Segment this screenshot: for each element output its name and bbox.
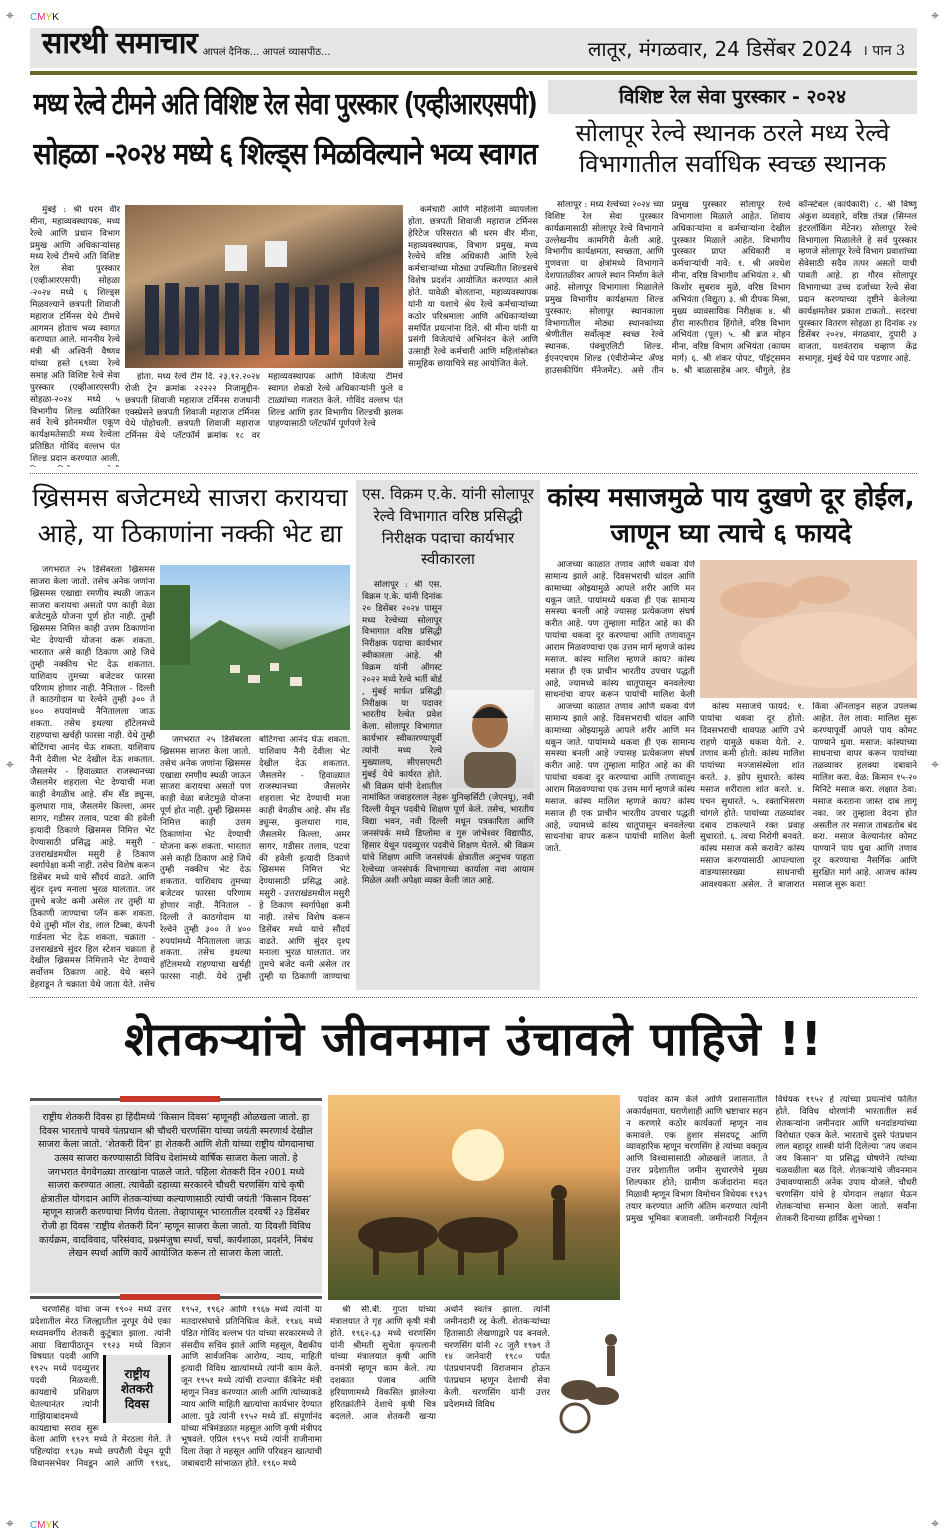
award-team-photo — [125, 205, 403, 368]
masthead — [30, 28, 917, 68]
article2-kicker-box — [548, 80, 917, 114]
registration-mark-icon: ⌖ — [931, 8, 939, 24]
newspaper-title: सारथी समाचार — [42, 26, 197, 61]
cmyk-mark: CMYK — [30, 12, 59, 23]
hill-station-photo — [160, 565, 350, 730]
inset-label: राष्ट्रीय शेतकरी दिवस — [103, 1355, 171, 1423]
article5-body-right: कांस्य मसाजचे फायदे: १. पायांचा थकवा दूर होतो: दिवसभराची धावपळ आणि उभे राहणे यामुळे थकवा येतो. २. तणाव कमी होतो: कांस्य मालिश पायांच्या मज्जासंस्थेला शांत करते. ३. झोप सुधारते: कांस्य मसाज शरीराला शांत करते. ४. पचन सुधारते. ५. रक्ताभिसरण चांगले होते: पायांच्या तळव्यांवर दबाव टाकल्याने रक्त प्रवाह सुधारतो. ६. त्वचा निरोगी बनवते. कांस्य मसाज कसे करावे? कांस्य मसाज करण्यासाठी आपल्याला वाडग्यासारख्या साधनाची आवश्यकता असेल. ते बाजारात किंवा ऑनलाइन सहज उपलब्ध आहेत. तेल लावा: मालिश सुरू करण्यापूर्वी आपले पाय कोमट पाण्याने धुवा. मसाज: कांस्याच्या साधनाचा वापर करून पायांच्या तळव्यावर हलक्या दबावाने मालिश करा. वेळ: किमान १५-२० मिनिटे मसाज करा. लक्षात ठेवा: मसाज करताना जास्त दाब लागू नका. जर तुम्हाला वेदना होत असतील तर मसाज ताबडतोब बंद करा. मसाज केल्यानंतर कोमट पाण्याने पाय धुवा आणि तणाव दूर करण्याचा नैसर्गिक आणि सुरक्षित मार्ग आहे. आजच कांस्य मसाज सुरू करा! — [700, 702, 917, 890]
foot-massage-photo — [700, 560, 917, 698]
headline-line-2: सोहळा -२०२४ मध्ये ६ शिल्ड्स मिळविल्याने भव्य स्वागत — [33, 137, 537, 172]
masthead-rule — [30, 71, 917, 75]
article1-col2: होता. मध्य रेल्वे टीम दि. २३.१२.२०२४ रोजी ट्रेन क्रमांक २२२२२ निजामुद्दीन- छत्रपती शिवाजी महाराज टर्मिनस राजधानी एक्स्प्रेसने छत्रपती शिवाजी महाराज टर्मिनस येथे पोहोचली. छत्रपती शिवाजी महाराज टर्मिनस येथे प्लॅटफॉर्म क्रमांक १८ वर महाव्यवस्थापक आणि विजेत्या टीमचे स्वागत शेकडो रेल्वे अधिकाऱ्यांनी फुले व टाळ्यांच्या गजरात केले. गोविंद वल्लभ पंत शिल्ड आणि इतर विभागीय शिल्डची झलक पाहण्यासाठी प्लॅटफॉर्म पूर्णपणे रेल्वे — [125, 372, 403, 442]
red-accent — [120, 1096, 220, 1102]
registration-mark-icon: ⌖ — [931, 1516, 939, 1532]
tagline: आपलं दैनिक... आपलं व्यासपीठ... — [202, 47, 331, 58]
article4-headline: एस. विक्रम ए.के. यांनी सोलापूर रेल्वे विभागात वरिष्ठ प्रसिद्धी निरीक्षक पदाचा कार्यभार स्वीकारला — [362, 485, 534, 569]
article4-body: सोलापूर : श्री एस. विक्रम ए.के. यांनी दिनांक २० डिसेंबर २०२४ पासून मध्य रेल्वेच्या सोलापूर विभागात वरिष्ठ प्रसिद्धी निरीक्षक पदाचा कार्यभार स्वीकारला आहे. श्री विक्रम यांनी ऑगस्ट २०२२ मध्ये रेल्वे भर्ती बोर्ड , मुंबई मार्फत प्रसिद्धी निरीक्षक या पदावर भारतीय रेल्वेत प्रवेश केला. सोलापूर विभागात कार्यभार स्वीकारण्यापूर्वी त्यांनी मध्य रेल्वे मुख्यालय, सीएसएमटी मुंबई येथे कार्यरत होते. श्री विक्रम यांनी देशातील नामांकित जवाहरलाल नेहरू युनिव्हर्सिटी (जेएनयू), नवी दिल्ली येथून पदवीचे शिक्षण पूर्ण केले. तसेच, भारतीय विद्या भवन, नवी दिल्ली मधून पत्रकारिता आणि जनसंपर्क मध्ये डिप्लोमा व गुरु जांभेश्वर विद्यापीठ, हिसार येथून पदव्युत्तर पदवीचे शिक्षण घेतले. श्री विक्रम यांचे शिक्षण आणि जनसंपर्क क्षेत्रातील अनुभव पाहता रेल्वेच्या जनसंपर्क विभागाच्या कार्याला नवा आयाम मिळेल अशी अपेक्षा व्यक्त केली जात आहे. — [362, 580, 534, 887]
article6-headline: शेतकऱ्यांचे जीवनमान उंचावले पाहिजे !! — [124, 1012, 823, 1066]
registration-mark-icon: ⌖ — [6, 8, 14, 24]
dateline: लातूर, मंगळवार, 24 डिसेंबर 2024 — [587, 37, 853, 61]
registration-mark-icon: ⌖ — [6, 757, 14, 773]
registration-mark-icon: ⌖ — [6, 1516, 14, 1532]
article6-body-left: राष्ट्रीय शेतकरी दिवस चरणसिंह यांचा जन्म १९०२ मध्ये उत्तर प्रदेशातील मेरठ जिल्ह्यातील नूरपूर येथे एका मध्यमवर्गीय शेतकरी कुटुंबात झाला. त्यांनी आग्रा विद्यापीठातून १९२३ मध्ये विज्ञान विषयात पदवी आणि १९२५ मध्ये पदव्युत्तर पदवी मिळवली. कायद्याचे प्रशिक्षण घेतल्यानंतर त्यांनी गाझियाबादमध्ये कायद्याचा सराव सुरू केला आणि १९२९ मध्ये ते मेरठला गेले. ते पहिल्यांदा १९३७ मध्ये छपरौली येथून यूपी विधानसभेवर निवडून आले आणि १९४६, १९५२, १९६२ आणि १९६७ मध्ये त्यांनी या मतदारसंघाचे प्रतिनिधित्व केले. १९४६ मध्ये पंडित गोविंद वल्लभ पंत यांच्या सरकारमध्ये ते संसदीय सचिव झाले आणि महसूल, वैद्यकीय आणि सार्वजनिक आरोग्य, न्याय, माहिती इत्यादी विविध खात्यांमध्ये त्यांनी काम केले. जून १९५१ मध्ये त्यांची राज्यात कॅबिनेट मंत्री म्हणून निवड करण्यात आली आणि त्यांच्याकडे न्याय आणि माहिती खात्यांचा कार्यभार देण्यात आला. पुढे त्यांनी १९५२ मध्ये डॉ. संपूर्णानंद यांच्या मंत्रिमंडळात महसूल आणि कृषी मंत्रीपद भूषवले. एप्रिल १९५९ मध्ये त्यांनी राजीनामा दिला तेव्हा ते महसूल आणि परिवहन खात्याची जबाबदारी सांभाळत होते. १९६० मध्ये — [30, 1305, 322, 1470]
section-divider — [30, 997, 917, 998]
registration-mark-icon: ⌖ — [931, 757, 939, 773]
article3-body-lower: जगभरात २५ डिसेंबरला ख्रिसमस साजरा केला जातो. तसेच अनेक जणांना ख्रिसमस एखाद्या रमणीय स्थळी जाऊन साजरा करायचा असतो पण काही वेळा बजेटमुळे योजना पूर्ण होत नाही. तुम्ही ख्रिसमस निमित्त काही उत्तम ठिकाणांना भेट देण्याची योजना करू शकता. भारतात असे काही ठिकाण आहे जिथे तुम्ही नक्कीच भेट देऊ शकतात. याशिवाय तुमच्या बजेटवर फारसा परिणाम होणार नाही. नैनिताल - दिल्ली ते काठगोदाम या रेल्वेने तुम्ही ३०० ते ४०० रुपयांमध्ये नैनितालला जाऊ शकता. तसेच इथल्या हॉटेलमध्ये राहण्याचा खर्चही फारसा नाही. येथे तुम्ही बोटिंगचा आनंद घेऊ शकता. याशिवाय नैनी देवीला भेट देखील देऊ शकतात. जैसलमेर - हिवाळ्यात राजस्थानच्या जैसलमेर शहराला भेट देण्याची मजा काही वेगळीच आहे. सॅम सँड ड्युन्स, कुलधारा गाव, जैसलमेर किल्ला, अमर सागर, गडीसर तलाव, पटवा की हवेली इत्यादी ठिकाणे ख्रिसमस निमित्त भेट देण्यासाठी प्रसिद्ध आहे. मसुरी - उत्तराखंडमधील मसुरी हे ठिकाण स्वर्गापेक्षा कमी नाही. तसेच विशेष करून डिसेंबर मध्ये याचे सौंदर्य वाढते. आणि सुंदर दृश्य मनाला भुरळ घालतात. जर तुमचे बजेट कमी असेल तर तुम्ही या ठिकाणी जाण्याचा — [160, 735, 350, 983]
article2-body: सोलापूर : मध्य रेल्वेच्या २०२४ च्या विशिष्ट रेल सेवा पुरस्कार कार्यक्रमासाठी सोलापूर रेल्वे विभागाने उल्लेखनीय कामगिरी केली आहे. विभागीय कार्यक्षमता, स्वच्छता, आणि गुणवत्ता या क्षेत्रांमध्ये विभागाने देशपातळीवर आपले स्थान निर्माण केले आहे. सोलापूर विभागाला मिळालेले प्रमुख विभागीय कार्यक्षमता शिल्ड पुरस्कार: सोलापूर स्थानकाला विभागातील मोठ्या स्थानकांच्या श्रेणीतील सर्वोत्कृष्ट स्वच्छ रेल्वे स्थानक. पंक्चुएलिटी शिल्ड. ईएनएचएम शिल्ड (एंवीरोन्मेन्ट ॲण्ड हाउसकीपिंग मॅनेजमेंट). असे तीन प्रमुख पुरस्कार सोलापूर रेल्वे विभागाला मिळाले आहेत. शिवाय अधिकाऱ्यांना व कर्मचाऱ्यांना देखील पुरस्कार मिळाले आहेत. विभागीय पुरस्कार प्राप्त अधिकारी व कर्मचाऱ्यांची नावे: १. श्री अवधेश मीना, वरिष्ठ विभागीय अभियंता २. श्री किशोर सुबराव मुळे, वरिष्ठ विभाग अभियंता (विद्युत) ३. श्री दीपक मिश्रा, मुख्य व्यावसायिक निरीक्षक ४. श्री हीरा मारुतीराव हिंगोले, वरिष्ठ विभाग अभियंता (पूल) ५. श्री ब्रज मोहन मीना, वरिष्ठ विभाग अभियंता (कायम मार्ग) ६. श्री शंकर पोपट, पॉइंट्समन ७. श्री बाळासाहेब आर. चौगुले, हेड कॉन्स्टेबल (कार्यकारी) ८. श्री विष्णू अंकुश व्यवहारे, वरिष्ठ तंत्रज्ञ (सिग्नल इंटरलॉकिंग मेंटेनर) सोलापूर रेल्वे विभागाला मिळालेले हे सर्व पुरस्कार म्हणजे सोलापूर रेल्वे विभाग प्रवाशांच्या सेवेसाठी सदैव तत्पर असतो याची पावती आहे. हा गौरव सोलापूर विभागाच्या उच्च दर्जाच्या रेल्वे सेवा प्रदान करण्याच्या दृष्टीने केलेल्या कार्यक्षमतेवर प्रकाश टाकतो.. सदरचा पुरस्कार वितरण सोहळा हा दिनांक २४ डिसेंबर २०२४, मंगळवार, दुपारी ३ वाजता, यशवंतराव चव्हाण केंद्र सभागृह, मुंबई येथे पार पडणार आहे. — [545, 200, 917, 377]
article5-headline-wrap — [545, 480, 917, 558]
article2-kicker: विशिष्ट रेल सेवा पुरस्कार - २०२४ — [618, 86, 847, 108]
article6-body-mid: श्री सी.बी. गुप्ता यांच्या मंत्रालयात ते गृह आणि कृषी मंत्री होते. १९६२-६३ मध्ये चरणसिंग यांनी श्रीमती सुचेता कृपलानी यांच्या मंत्रालयात कृषी आणि वनमंत्री म्हणून काम केले. त्या दशकात पंजाब आणि हरियाणामध्ये विकसित झालेल्या हरितक्रांतीने देशाचे कृषी चित्र बदलले. आज शेतकरी खऱ्या अर्थाने स्वतंत्र झाला. त्यांनी जमीनदारी रद्द केली. शेतकऱ्यांच्या हितासाठी लेखणाद्वारे पद बनवले. चरणसिंग यांनी २८ जुलै १९७९ ते १४ जानेवारी १९८० पर्यंत पंतप्रधानपदी विराजमान होऊन पंतप्रधान म्हणून देशाची सेवा केली. चरणसिंग यांनी उत्तर प्रदेशमध्ये विविध — [330, 1305, 550, 1422]
cmyk-mark-bottom: CMYK — [30, 1520, 59, 1531]
red-accent — [120, 1294, 220, 1300]
article5-body-left: आजच्या काळात तणाव आणि थकवा येणे सामान्य झाले आहे. दिवसभराची धांदल आणि कामाच्या ओझ्यामुळे आपले शरीर आणि मन थकून जाते. पायांमध्ये थकवा ही एक सामान्य समस्या बनली आहे ज्यासह प्रत्येकजण संघर्ष करीत आहे. पण तुम्हाला माहित आहे का की पायांचा थकवा दूर करण्याचा आणि तणावातून आराम मिळवण्याचा एक उत्तम मार्ग म्हणजे कांस्य मसाज. कांस्य मालिश म्हणजे काय? कांस्य मसाज ही एक प्राचीन भारतीय उपचार पद्धती आहे, ज्यामध्ये कांस्य धातूपासून बनवलेल्या साधनांचा वापर करून पायांची मालिश केली जाते. — [545, 702, 695, 855]
article6-headline-wrap — [30, 1003, 917, 1087]
bullock-cart-illustration — [555, 1310, 623, 1440]
article6-intro-box: राष्ट्रीय शेतकरी दिवस हा हिंदीमध्ये ‘किसान दिवस’ म्हणूनही ओळखला जातो. हा दिवस भारताचे पाचवे पंतप्रधान श्री चौधरी चरणसिंग यांच्या जयंती स्मरणार्थ देखील साजरा केला जातो. ‘शेतकरी दिन’ हा शेतकरी आणि शेती यांच्या राष्ट्रीय योगदानाचा उत्सव साजरा करण्यासाठी विविध देशांमध्ये वार्षिक साजरा केला जातो. हे जगभरात वेगवेगळ्या तारखांना पाळले जाते. पहिला शेतकरी दिन २001 मध्ये साजरा करण्यात आला. त्यावेळी दहाव्या सरकारने चौधरी चरणसिंग यांचे कृषी क्षेत्रातील योगदान आणि शेतकऱ्यांच्या कल्याणासाठी त्यांची जयंती ‘किसान दिवस’ म्हणून साजरी करण्याचा निर्णय घेतला. तेव्हापासून भारतातील दरवर्षी २३ डिसेंबर रोजी हा दिवस ‘राष्ट्रीय शेतकरी दिन’ म्हणून साजरा केला जातो. या दिवशी विविध कार्यक्रम, वादविवाद, परिसंवाद, प्रश्नमंजुषा स्पर्धा, चर्चा, कार्यशाळा, प्रदर्शने, निबंध लेखन स्पर्धा आणि कार्ये आयोजित करून तो साजरा केला जातो. — [30, 1105, 322, 1293]
article1-col1: मुंबई : श्री धरम वीर मीना, महाव्यवस्थापक, मध्य रेल्वे आणि प्रधान विभाग प्रमुख आणि अधिकाऱ्यांसह मध्य रेल्वे टीमचे अति विशिष्ट रेल सेवा पुरस्कार (एव्हीआरएसपी) सोहळा -२०२४ मध्ये ६ शिल्ड्स मिळवल्याने छत्रपती शिवाजी महाराज टर्मिनस येथे टीमचे आगमन होताच भव्य स्वागत करण्यात आले. माननीय रेल्वे मंत्री श्री अश्विनी वैष्णव यांच्या हस्ते ६९व्या रेल्वे समाह अति विशिष्ट रेल्वे सेवा पुरस्कार (एव्हीआरएसपी) सोहळा-२०२४ मध्ये ५ विभागीय शिल्ड व्यतिरिक्त सर्व रेल्वे झोनमधील एकूण कार्यक्षमतेसाठी मध्य रेल्वेला प्रतिष्ठित गोविंद वल्लभ पंत शिल्ड प्रदान करण्यात आली. — [30, 205, 120, 465]
headline-line-1: मध्य रेल्वे टीमने अति विशिष्ट रेल सेवा पुरस्कार (एव्हीआरएसपी) — [33, 87, 537, 122]
portrait-photo — [446, 690, 534, 788]
article1-headline — [30, 84, 540, 200]
article1-col3: कर्मचारी आणि महिलांनी व्यापलेला होता. छत्रपती शिवाजी महाराज टर्मिनस हेरिटेज परिसरात श्री धरम वीर मीना, महाव्यवस्थापक, विभाग प्रमुख, मध्य रेल्वेचे वरिष्ठ अधिकारी आणि रेल्वे कर्मचाऱ्यांच्या मोठ्या उपस्थितीत शिल्डसचे विशेष प्रदर्शन आयोजित करण्यात आले होते. यावेळी बोलताना, महाव्यवस्थापक यांनी या यशाचे श्रेय रेल्वे कर्मचाऱ्यांच्या कठोर परिश्रमाला आणि अधिकाऱ्यांच्या समर्पित प्रयत्नांना दिले. श्री मीना यांनी या प्रसंगी विजेत्यांचे अभिनंदन केले आणि उत्साही रेल्वे कर्मचारी आणि महिलांसोबत सामूहिक छायाचित्रे सह आयोजित केले. — [408, 205, 538, 370]
article5-headline: कांस्य मसाजमुळे पाय दुखणे दूर होईल, जाणून घ्या त्याचे ६ फायदे — [547, 483, 915, 550]
article4-headline-wrap — [356, 480, 540, 580]
article3-headline: ख्रिसमस बजेटमध्ये साजरा करायचा आहे, या ठिकाणांना नक्की भेट द्या — [32, 483, 348, 549]
article5-body-top: आजच्या काळात तणाव आणि थकवा येणे सामान्य झाले आहे. दिवसभराची धांदल आणि कामाच्या ओझ्यामुळे आपले शरीर आणि मन थकून जाते. पायांमध्ये थकवा ही एक सामान्य समस्या बनली आहे ज्यासह प्रत्येकजण संघर्ष करीत आहे. पण तुम्हाला माहित आहे का की पायांचा थकवा दूर करण्याचा आणि तणावातून आराम मिळवण्याचा एक उत्तम मार्ग म्हणजे कांस्य मसाज. कांस्य मालिश म्हणजे काय? कांस्य मसाज ही एक प्राचीन भारतीय उपचार पद्धती आहे, ज्यामध्ये कांस्य धातूपासून बनवलेल्या साधनांचा वापर करून पायांची मालिश केली — [545, 560, 695, 700]
farmer-plough-photo — [328, 1095, 620, 1300]
article2-headline-wrap — [548, 118, 917, 198]
article6-body-right: पदांवर काम केले आणि प्रशासनातील अकार्यक्षमता, घराणेशाही आणि भ्रष्टाचार सहन न करणारे कठोर कार्यकर्ता म्हणून नाव कमावले. एक हुशार संसदपटू आणि व्यावहारिक म्हणून चरणसिंग हे त्यांच्या वक्तृत्व आणि विश्वासासाठी ओळखले जातात. ते उत्तर प्रदेशातील जमीन सुधारणेचे मुख्य शिल्पकार होते; ग्रामीण कर्जदारांना मदत मिळावी म्हणून विभाग विमोचन विधेयक १९३९ तयार करण्यात आणि अंतिम करण्यात त्यांनी प्रमुख भूमिका बजावली. जमीनदारी निर्मूलन विधेयक १९५२ हे त्यांच्या प्रयत्नांचे फलित होते. विविध धोरणांनी भारतातील सर्व शेतकऱ्यांना जमीनदार आणि धनदांडग्यांच्या विरोधात एकत्र केले. भारताचे दुसरे पंतप्रधान लाल बहादूर शास्त्री यांनी दिलेल्या ‘जय जवान जय किसान’ या प्रसिद्ध घोषणेने त्यांच्या चळवळीला बळ दिले. शेतकऱ्यांचे जीवनमान उंचावण्यासाठी अनेक उपाय योजले. चौधरी चरणसिंग यांचे हे योगदान लक्षात घेऊन शेतकऱ्यांचा सन्मान केला जातो. सर्वांना शेतकरी दिनाच्या हार्दिक शुभेच्छा ! — [626, 1095, 917, 1224]
article4-box — [356, 480, 540, 990]
page-number: । पान 3 — [862, 43, 905, 59]
article2-headline: सोलापूर रेल्वे स्थानक ठरले मध्य रेल्वे विभागातील सर्वाधिक स्वच्छ स्थानक — [575, 119, 890, 179]
article3-body-col: जगभरात २५ डिसेंबरला ख्रिसमस साजरा केला जातो. तसेच अनेक जणांना ख्रिसमस एखाद्या रमणीय स्थळी जाऊन साजरा करायचा असतो पण काही वेळा बजेटमुळे योजना पूर्ण होत नाही. तुम्ही ख्रिसमस निमित्त काही उत्तम ठिकाणांना भेट देण्याची योजना करू शकता. भारतात असे काही ठिकाण आहे जिथे तुम्ही नक्कीच भेट देऊ शकतात. याशिवाय तुमच्या बजेटवर फारसा परिणाम होणार नाही. नैनिताल - दिल्ली ते काठगोदाम या रेल्वेने तुम्ही ३०० ते ४०० रुपयांमध्ये नैनितालला जाऊ शकता. तसेच इथल्या हॉटेलमध्ये राहण्याचा खर्चही फारसा नाही. येथे तुम्ही बोटिंगचा आनंद घेऊ शकता. याशिवाय नैनी देवीला भेट देखील देऊ शकतात. जैसलमेर - हिवाळ्यात राजस्थानच्या जैसलमेर शहराला भेट देण्याची मजा काही वेगळीच आहे. सॅम सँड ड्युन्स, कुलधारा गाव, जैसलमेर किल्ला, अमर सागर, गडीसर तलाव, पटवा की हवेली इत्यादी ठिकाणे ख्रिसमस निमित्त भेट देण्यासाठी प्रसिद्ध आहे. मसुरी - उत्तराखंडमधील मसुरी हे ठिकाण स्वर्गापेक्षा कमी नाही. तसेच विशेष करून डिसेंबर मध्ये याचे सौंदर्य वाढते. आणि सुंदर दृश्य मनाला भुरळ घालतात. जर तुमचे बजेट कमी असेल तर तुम्ही या ठिकाणी जाण्याचा प्लॅन करू शकता. येथे तुम्ही मॉल रोड, लाल टिब्बा, कंपनी गार्डनला भेट देऊ शकता. चक्राता - उत्तराखंडचे सुंदर हिल स्टेशन चक्राता हे देखील ख्रिसमस निमित्ताने भेट देण्याचे सर्वोत्तम ठिकाण आहे. येथे बसने डेहराडून ते चक्राता येथे जाता येते. तसेच — [30, 565, 155, 990]
section-divider — [30, 473, 917, 474]
article3-headline-wrap — [30, 480, 350, 562]
